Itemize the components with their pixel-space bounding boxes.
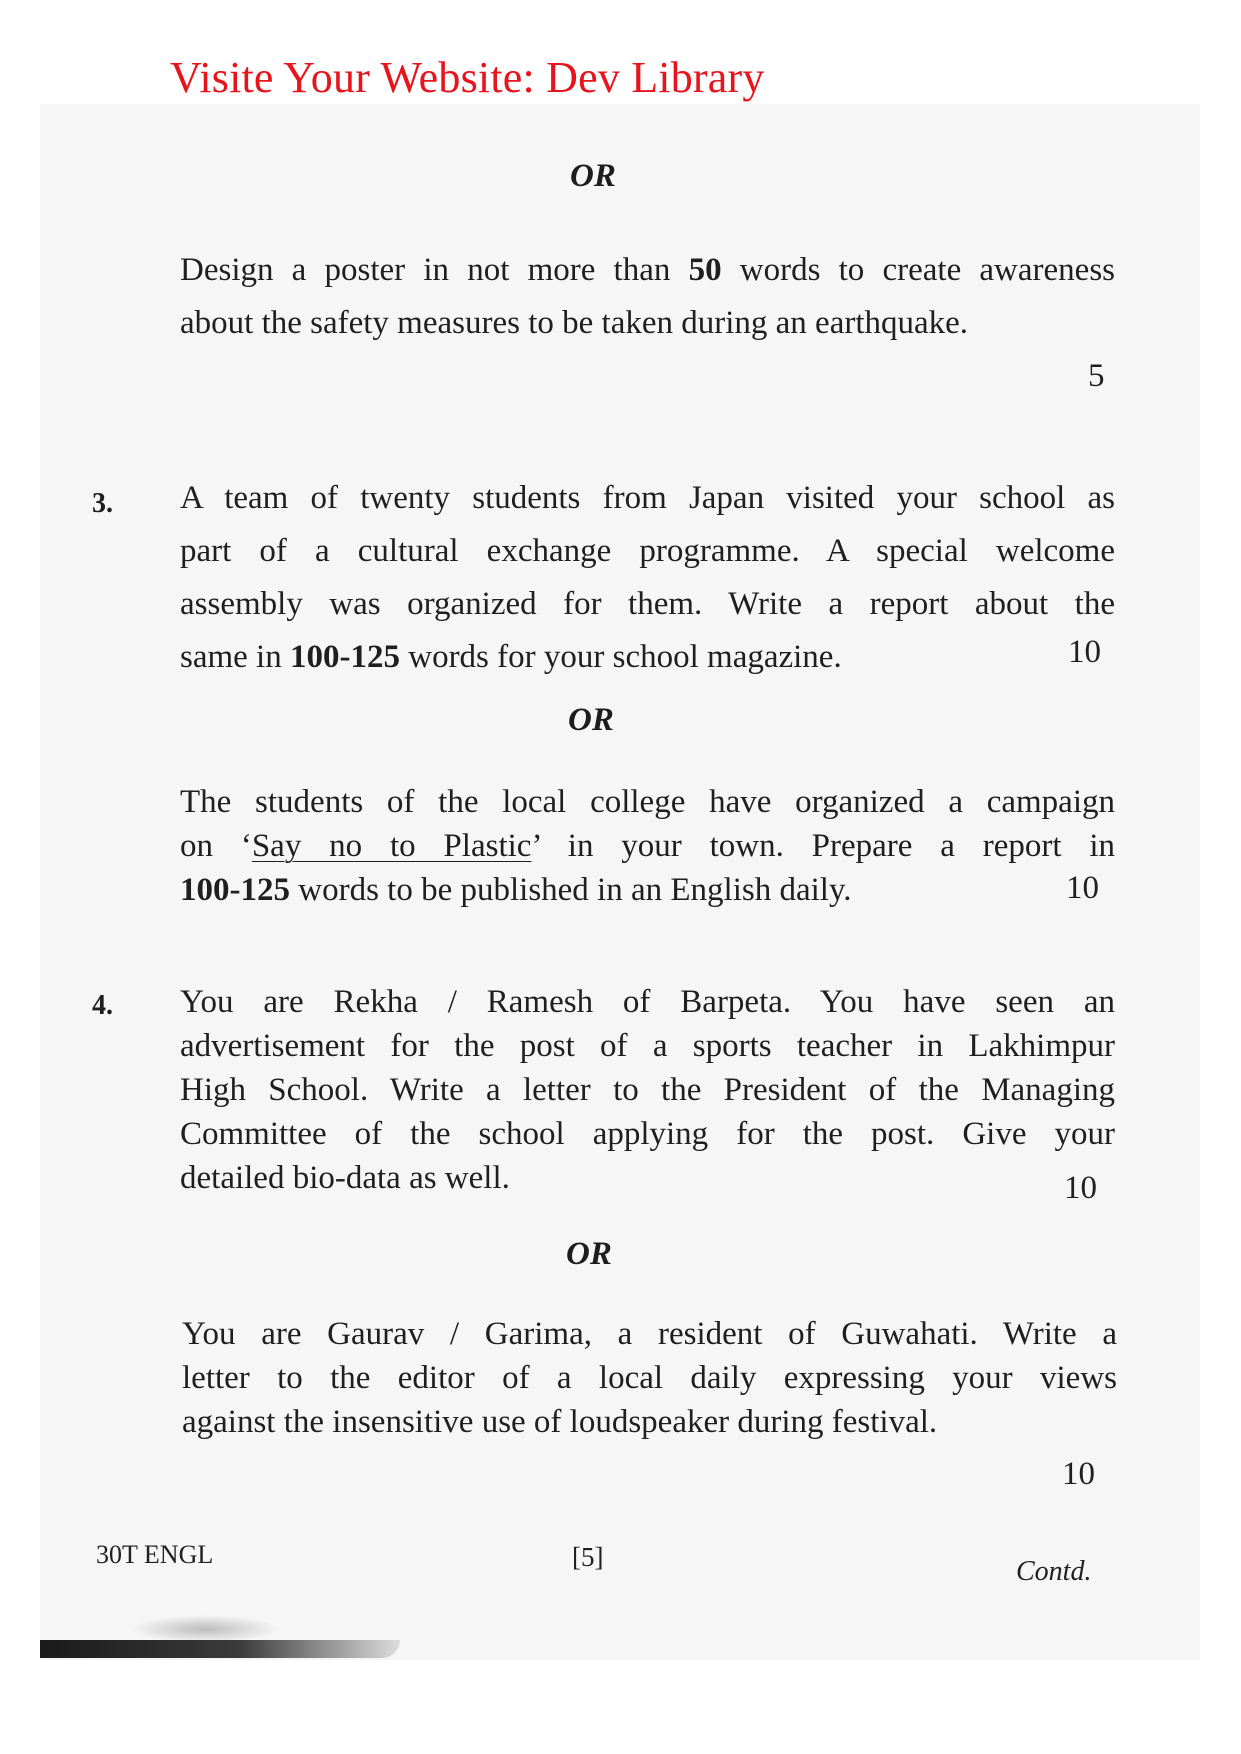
or-label-q2: OR (570, 158, 616, 194)
scan-smudge (130, 1615, 280, 1643)
continued-label: Contd. (1016, 1556, 1092, 1587)
q2-marks: 5 (1088, 358, 1105, 394)
q4-alternative-text (182, 1312, 1117, 1444)
q3-alt-line-2: on ‘Say no to Plastic’ in your town. Prepare a report in (180, 828, 1115, 864)
q3-alt-marks: 10 (1066, 870, 1099, 906)
q4-line-2: advertisement for the post of a sports teacher in Lakhimpur (180, 1028, 1115, 1064)
q4-marks: 10 (1064, 1170, 1097, 1206)
or-label-q3: OR (568, 702, 614, 738)
q2-line-1: Design a poster in not more than 50 words to create awareness (180, 252, 1116, 288)
q2-line-2: about the safety measures to be taken during an earthquake. (180, 305, 969, 341)
q3-line-1: A team of twenty students from Japan visited your school as (180, 480, 1115, 516)
q4-alt-marks: 10 (1062, 1456, 1095, 1492)
page-number: [5] (572, 1542, 604, 1572)
q4-alt-line-1: You are Gaurav / Garima, a resident of Guwahati. Write a (182, 1316, 1117, 1352)
q3-alt-line-1: The students of the local college have organized a campaign (180, 784, 1115, 820)
q3-alt-line-3: 100-125 words to be published in an English daily. (180, 872, 852, 908)
q2-alternative-text (180, 244, 1115, 350)
q3-text (180, 472, 1115, 684)
paper-code: 30T ENGL (96, 1540, 214, 1569)
q4-line-5: detailed bio-data as well. (180, 1160, 510, 1196)
q4-alt-line-3: against the insensitive use of loudspeaker during festival. (182, 1404, 938, 1440)
q4-line-4: Committee of the school applying for the post. Give your (180, 1116, 1115, 1152)
question-number-3: 3. (92, 488, 113, 519)
q3-line-2: part of a cultural exchange programme. A special welcome (180, 533, 1115, 569)
q4-line-1: You are Rekha / Ramesh of Barpeta. You have seen an (180, 984, 1115, 1020)
or-label-q4: OR (566, 1236, 612, 1272)
q3-line-4: same in 100-125 words for your school magazine. (180, 639, 842, 675)
website-banner: Visite Your Website: Dev Library (170, 53, 765, 102)
q3-marks: 10 (1068, 634, 1101, 670)
q4-text (180, 980, 1115, 1200)
question-number-4: 4. (92, 990, 113, 1021)
q3-alternative-text (180, 780, 1115, 912)
q4-line-3: High School. Write a letter to the President of the Managing (180, 1072, 1115, 1108)
scan-edge-shadow (40, 1640, 400, 1658)
q3-line-3: assembly was organized for them. Write a report about the (180, 586, 1115, 622)
q4-alt-line-2: letter to the editor of a local daily expressing your views (182, 1360, 1117, 1396)
